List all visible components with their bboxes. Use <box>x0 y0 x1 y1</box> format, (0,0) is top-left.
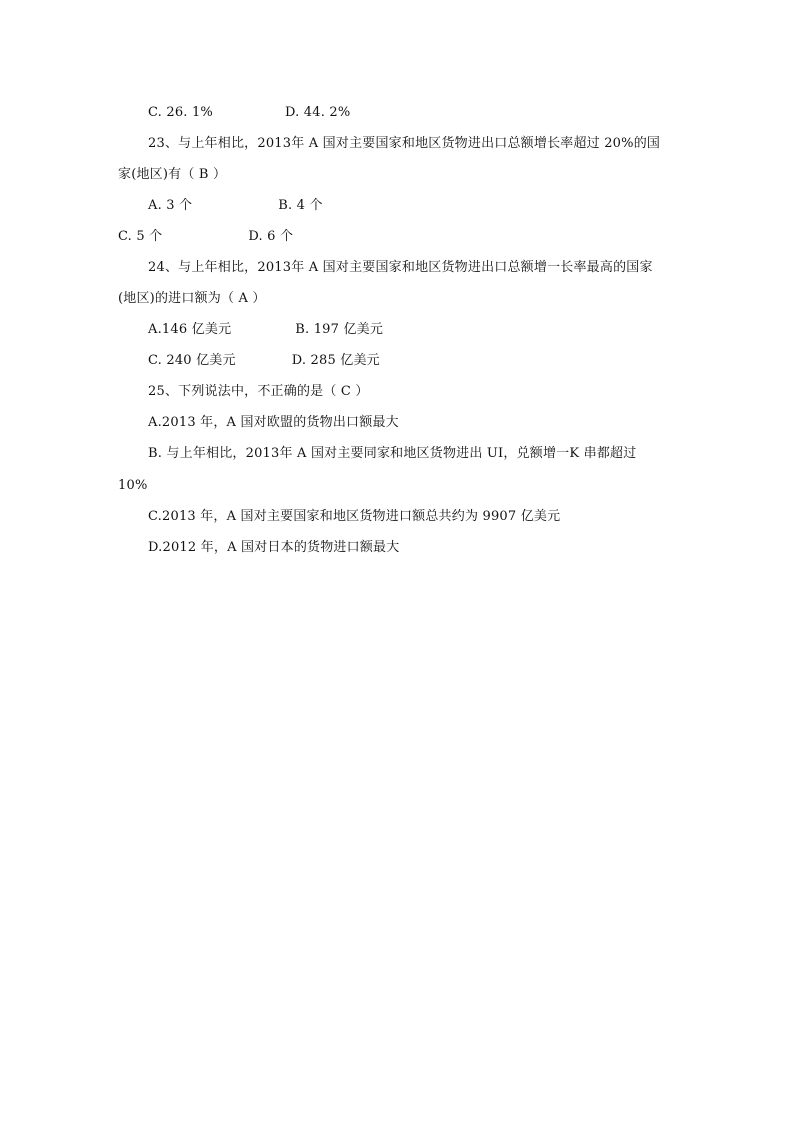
q24-options-row-1 <box>148 321 383 339</box>
q23-stem-line1: 23、与上年相比，2013年 A 国对主要国家和地区货物进出口总额增长率超过 20%的国 <box>148 136 661 151</box>
q23-options-row-2 <box>118 228 293 246</box>
q24-option-b: B. 197 亿美元 <box>295 322 384 337</box>
q23-option-b: B. 4 个 <box>278 198 323 213</box>
q23-option-c: C. 5 个 <box>118 229 163 244</box>
q22-option-c: C. 26. 1% <box>148 105 213 120</box>
q25-option-d: D.2012 年，A 国对日本的货物进口额最大 <box>148 540 400 555</box>
q25-option-b-line1: B. 与上年相比，2013年 A 国对主要同家和地区货物进出 UI，兑额增一K 串都超过 <box>148 446 637 461</box>
q24-options-row-2 <box>148 352 380 370</box>
q23-stem-line2: 家(地区)有（ B ） <box>118 167 227 182</box>
q25-stem: 25、下列说法中，不正确的是（ C ） <box>148 384 369 399</box>
q25-option-b-line2: 10% <box>118 478 148 493</box>
q24-option-a: A.146 亿美元 <box>148 322 232 337</box>
q25-option-c: C.2013 年，A 国对主要国家和地区货物进口额总共约为 9907 亿美元 <box>148 509 561 524</box>
q24-option-c: C. 240 亿美元 <box>148 353 236 368</box>
q24-stem-line1: 24、与上年相比，2013年 A 国对主要国家和地区货物进出口总额增一长率最高的国家 <box>148 260 653 275</box>
q23-option-a: A. 3 个 <box>148 198 193 213</box>
q22-option-d: D. 44. 2% <box>284 105 351 120</box>
q25-option-a: A.2013 年，A 国对欧盟的货物出口额最大 <box>148 415 399 430</box>
q23-options-row-1 <box>148 197 323 215</box>
q24-option-d: D. 285 亿美元 <box>291 353 380 368</box>
q24-stem-line2: (地区)的进口额为（ A ） <box>118 291 266 306</box>
q22-options-row <box>148 104 350 122</box>
q23-option-d: D. 6 个 <box>248 229 294 244</box>
